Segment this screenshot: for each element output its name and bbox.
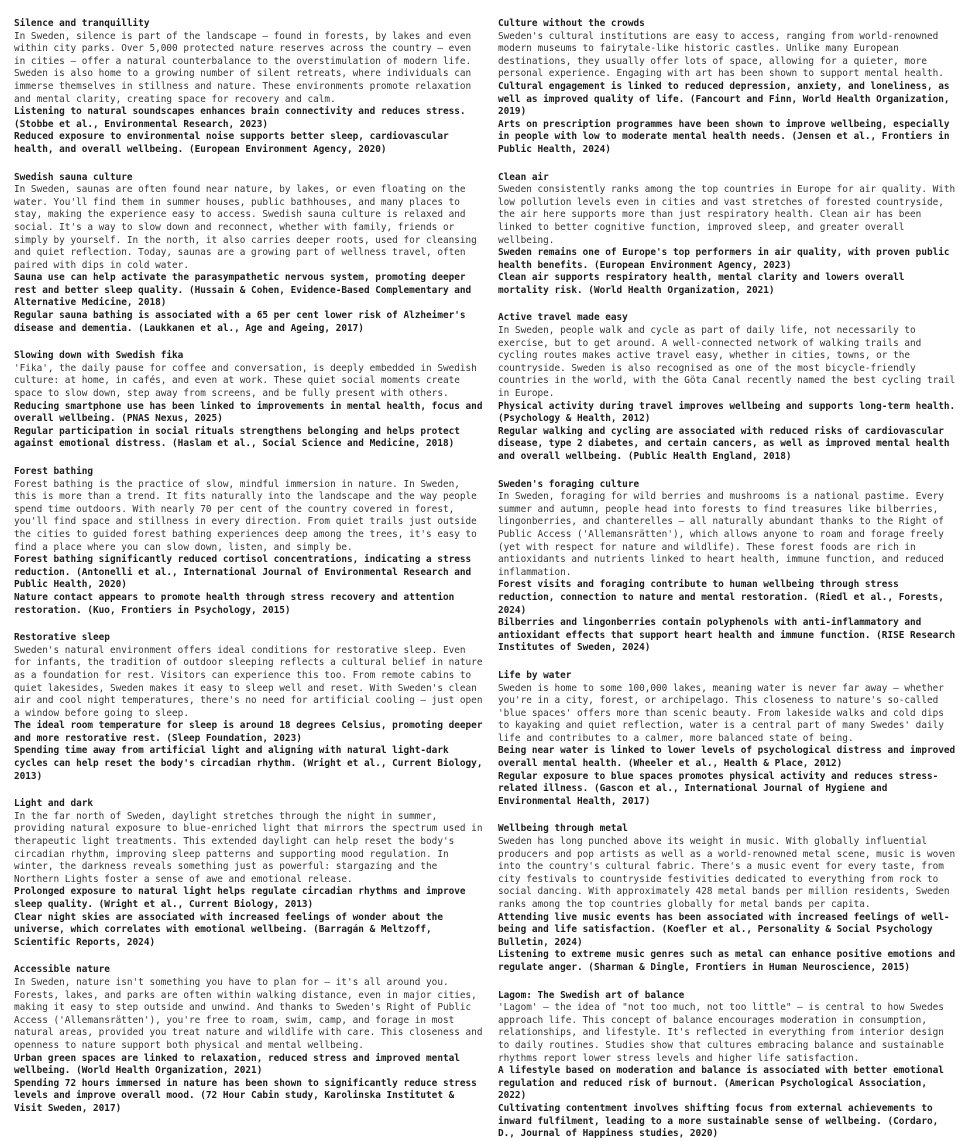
section-heading: Light and dark <box>14 798 94 810</box>
section-body: In Sweden, people walk and cycle as part of daily life, not necessarily to exercise, but to get around. A well-connected network of walking trails and cycling routes makes active travel easy, whether in cities, towns, or the countryside. Sweden is also recognised as one of the most bicycle-friendly countries in the world, with the Göta Canal recently named the best cycling trail in Europe. <box>498 325 956 400</box>
section-fact: Prolonged exposure to natural light helps regulate circadian rhythms and improve sleep quality. (Wright et al., Current Biology, 2013) <box>14 886 466 910</box>
section-fika <box>14 350 484 451</box>
section-culture <box>498 18 958 157</box>
section-heading: Forest bathing <box>14 466 94 477</box>
section-heading: Restorative sleep <box>14 632 110 644</box>
section-heading: Active travel made easy <box>498 312 628 324</box>
section-fact: Spending time away from artificial light and aligning with natural light-dark cycles can help reset the body's circadian rhythm. (Wright et al., Current Biology, 2013) <box>14 745 483 782</box>
section-body: Sweden's cultural institutions are easy to access, ranging from world-renowned modern museums to fairytale-like historic castles. Unlike many European destinations, they usually offer lots of space, allowing for a quieter, more personal experience. Engaging with art has been shown to support mental health. <box>498 30 944 80</box>
section-fact: Reduced exposure to environmental noise supports better sleep, cardiovascular health, and overall wellbeing. (European Environment Agency, 2020) <box>14 131 449 155</box>
section-heading: Slowing down with Swedish fika <box>14 350 184 362</box>
section-fact: Forest visits and foraging contribute to human wellbeing through stress reduction, connection to nature and mental restoration. (Riedl et al., Forests, 2024) <box>498 579 944 616</box>
section-fact: Listening to natural soundscapes enhances brain connectivity and reduces stress. (Stobbe et al., Environmental Research, 2023) <box>14 106 466 130</box>
section-forest-bathing <box>14 466 484 617</box>
section-body: Sweden has long punched above its weight in music. With globally influential producers and pop artists as well as a world-renowned metal scene, music is woven into the country's cultural fabric. There's a music event for every taste, from city festivals to countryside festivities dedicated to everything from rock to social dancing. With approximately 428 metal bands per million residents, Sweden ranks among the top countries globally for metal bands per capita. <box>498 836 956 910</box>
section-restorative-sleep <box>14 632 484 783</box>
section-body: Sweden is home to some 100,000 lakes, meaning water is never far away – whether you're in a city, forest, or archipelago. This closeness to nature's so-called 'blue spaces' offers more than scenic beauty. From lakeside walks and cold dips to kayaking and quiet reflection, water is a central part of many Swedes' daily life and contributes to a calmer, more balanced state of being. <box>498 682 944 744</box>
section-body: In Sweden, nature isn't something you have to plan for – it's all around you. Forests, lakes, and parks are often within walking distance, even in major cities, making it easy to step outside and unwind. And thanks to Sweden's Right of Public Access ('Allemansrätten'), you're free to roam, swim, camp, and forage in most natural areas, provided you treat nature and wildlife with care. This closeness and openness to nature support both physical and mental wellbeing. <box>14 976 483 1051</box>
section-fact: Bilberries and lingonberries contain polyphenols with anti-inflammatory and antioxidant effects that support heart health and immune function. (RISE Research Institutes of Sweden, 2024) <box>498 617 956 654</box>
section-life-by-water <box>498 670 958 809</box>
section-heading: Life by water <box>498 669 572 681</box>
section-fact: Being near water is linked to lower levels of psychological distress and improved overall mental health. (Wheeler et al., Health & Place, 2012) <box>498 745 956 770</box>
section-clean-air <box>498 172 958 298</box>
section-fact: Attending live music events has been associated with increased feelings of well-being and life satisfaction. (Koefler et al., Personality & Social Psychology Bulletin, 2024) <box>498 911 950 948</box>
section-body: 'Fika', the daily pause for coffee and conversation, is deeply embedded in Swedish culture: at home, in cafés, and even at work. These quiet social moments create space to slow down, step away from screens, and be fully present with others. <box>14 362 477 400</box>
section-active-travel <box>498 312 958 463</box>
section-sauna <box>14 172 484 336</box>
section-fact: Reducing smartphone use has been linked to improvements in mental health, focus and overall wellbeing. (PNAS Nexus, 2025) <box>14 400 483 425</box>
section-fact: Cultivating contentment involves shifting focus from external achievements to inward fulfilment, leading to a more sustainable sense of wellbeing. (Cordaro, D., Journal of Happiness studies, 2020) <box>498 1102 939 1140</box>
section-heading: Culture without the crowds <box>498 18 645 29</box>
section-fact: Nature contact appears to promote health through stress recovery and attention restoration. (Kuo, Frontiers in Psychology, 2015) <box>14 591 455 616</box>
section-body: In the far north of Sweden, daylight stretches through the night in summer, providing natural exposure to blue-enriched light that mirrors the spectrum used in therapeutic light treatments. This extended daylight can help reset the body's circadian rhythm, improving sleep patterns and supporting mood regulation. In winter, the darkness reveals something just as powerful: stargazing and the Northern Lights foster a sense of awe and emotional release. <box>14 810 483 885</box>
section-heading: Swedish sauna culture <box>14 171 133 183</box>
section-light-and-dark <box>14 798 484 949</box>
section-fact: Sauna use can help activate the parasympathetic nervous system, promoting deeper rest and better sleep quality. (Hussain & Cohen, Evidence-Based Complementary and Alternative Medicine, 2018) <box>14 272 472 309</box>
section-heading: Lagom: The Swedish art of balance <box>498 989 685 1001</box>
section-fact: Physical activity during travel improves wellbeing and supports long-term health. (Psychology & Health, 2012) <box>498 400 956 425</box>
section-fact: Arts on prescription programmes have been shown to improve wellbeing, especially in people with low to moderate mental health needs. (Jensen et al., Frontiers in Public Health, 2024) <box>498 118 950 155</box>
section-foraging <box>498 479 958 655</box>
section-fact: Listening to extreme music genres such as metal can enhance positive emotions and regulate anger. (Sharman & Dingle, Frontiers in Human Neuroscience, 2015) <box>498 949 956 973</box>
section-body: In Sweden, silence is part of the landscape – found in forests, by lakes and even within city parks. Over 5,000 protected nature reserves across the country – even in cities – offer a natural counterbalance to the overstimulation of modern life. Sweden is also home to a growing number of silent retreats, where individuals can immerse themselves in stillness and nature. These environments promote relaxation and mental clarity, creating space for recovery and calm. <box>14 30 472 105</box>
section-fact: Regular walking and cycling are associated with reduced risks of cardiovascular disease, type 2 diabetes, and certain cancers, as well as improved mental health and overall wellbeing. (Public Health England, 2018) <box>498 425 950 462</box>
section-fact: Regular exposure to blue spaces promotes physical activity and reduces stress-related illness. (Gascon et al., International Journal of Hygiene and Environmental Health, 2017) <box>498 770 939 807</box>
section-heading: Accessible nature <box>14 964 110 976</box>
section-fact: The ideal room temperature for sleep is around 18 degrees Celsius, promoting deeper and more restorative rest. (Sleep Foundation, 2023) <box>14 720 483 744</box>
section-body: 'Lagom' – the idea of "not too much, not too little" – is central to how Swedes approach life. This concept of balance encourages moderation in consumption, relationships, and lifestyle. It's reflected in everything from interior design to daily routines. Studies show that cultures embracing balance and sustainable rhythms report lower stress levels and higher life satisfaction. <box>498 1002 944 1064</box>
section-fact: Clear night skies are associated with increased feelings of wonder about the universe, which correlates with emotional wellbeing. (Barragán & Meltzoff, Scientific Reports, 2024) <box>14 911 443 948</box>
section-fact: Regular participation in social rituals strengthens belonging and helps protect against emotional distress. (Haslam et al., Social Science and Medicine, 2018) <box>14 425 460 450</box>
section-metal <box>498 823 958 974</box>
section-body: Forest bathing is the practice of slow, mindful immersion in nature. In Sweden, this is more than a trend. It fits naturally into the landscape and the way people spend time outdoors. With nearly 70 per cent of the country covered in forest, you'll find space and stillness in every direction. From quiet trails just outside the cities to guided forest bathing experiences deep among the trees, it's easy to find a place where you can slow down, listen, and simply be. <box>14 478 477 553</box>
section-lagom <box>498 990 958 1141</box>
left-column <box>14 18 484 1114</box>
right-column <box>498 18 958 1140</box>
section-fact: Cultural engagement is linked to reduced depression, anxiety, and loneliness, as well as improved quality of life. (Fancourt and Finn, World Health Organization, 2019) <box>498 80 950 118</box>
section-silence <box>14 18 484 157</box>
section-fact: Urban green spaces are linked to relaxation, reduced stress and improved mental wellbeing. (World Health Organization, 2021) <box>14 1052 460 1077</box>
section-heading: Wellbeing through metal <box>498 823 628 835</box>
section-fact: A lifestyle based on moderation and balance is associated with better emotional regulation and reduced risk of burnout. (American Psychological Association, 2022) <box>498 1065 944 1102</box>
section-accessible-nature <box>14 964 484 1115</box>
section-fact: Spending 72 hours immersed in nature has been shown to significantly reduce stress levels and improve overall mood. (72 Hour Cabin study, Karolinska Institutet & Visit Sweden, 2017) <box>14 1077 477 1114</box>
section-fact: Regular sauna bathing is associated with a 65 per cent lower risk of Alzheimer's disease and dementia. (Laukkanen et al., Age and Ageing, 2017) <box>14 310 466 334</box>
section-body: In Sweden, saunas are often found near nature, by lakes, or even floating on the water. You'll find them in summer houses, public bathhouses, and many places to stay, making the experience easy to access. Swedish sauna culture is relaxed and social. It's a way to slow down and reconnect, whether with family, friends or simply by yourself. In the north, it also carries deeper roots, used for cleansing and quiet reflection. Today, saunas are a growing part of wellness travel, often paired with dips in cold water. <box>14 184 477 271</box>
section-fact: Forest bathing significantly reduced cortisol concentrations, indicating a stress reduction. (Antonelli et al., International Journal of Environmental Research and Public Health, 2020) <box>14 554 472 591</box>
section-heading: Silence and tranquillity <box>14 18 150 29</box>
section-heading: Sweden's foraging culture <box>498 478 640 490</box>
section-heading: Clean air <box>498 171 549 183</box>
section-body: Sweden's natural environment offers ideal conditions for restorative sleep. Even for infants, the tradition of outdoor sleeping reflects a cultural belief in nature as a foundation for rest. Visitors can experience this too. From remote cabins to quiet lakesides, Sweden makes it easy to sleep well and reset. With Sweden's clean air and cool night temperatures, there's no need for artificial cooling – just open a window before going to sleep. <box>14 644 483 719</box>
section-body: Sweden consistently ranks among the top countries in Europe for air quality. With low pollution levels even in cities and vast stretches of forested countryside, the air here supports more than just respiratory health. Clean air has been linked to better cognitive function, improved sleep, and greater overall wellbeing. <box>498 184 956 246</box>
section-fact: Clean air supports respiratory health, mental clarity and lowers overall mortality risk. (World Health Organization, 2021) <box>498 272 905 296</box>
section-fact: Sweden remains one of Europe's top performers in air quality, with proven public health benefits. (European Environment Agency, 2023) <box>498 247 950 271</box>
section-body: In Sweden, foraging for wild berries and mushrooms is a national pastime. Every summer and autumn, people head into forests to find treasures like bilberries, lingonberries, and chanterelles – all naturally abundant thanks to the Right of Public Access ('Allemansrätten'), which allows anyone to roam and forage freely (yet with respect for nature and wildlife). These forest foods are rich in antioxidants and nutrients linked to heart health, immune function, and reduced inflammation. <box>498 491 944 578</box>
